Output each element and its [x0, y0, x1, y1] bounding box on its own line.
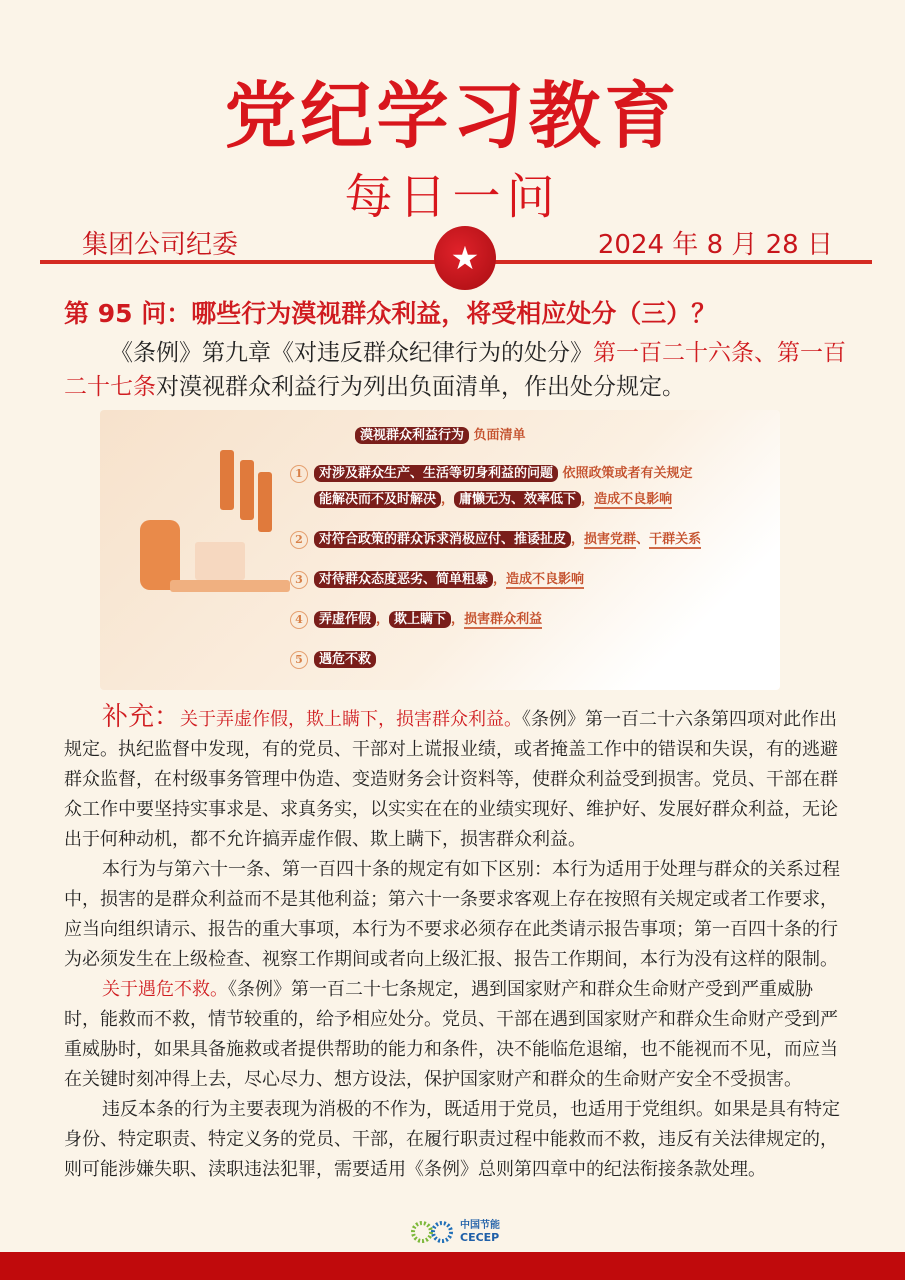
item-number: 2 [290, 531, 308, 549]
intro-paragraph [64, 336, 854, 404]
item-consequence: 损害党群 [584, 532, 637, 547]
item-number: 5 [290, 651, 308, 669]
list-heading: 负面清单 [473, 428, 526, 443]
item-text: 依照政策或者有关规定 [562, 466, 693, 481]
cecep-logo [410, 1220, 500, 1244]
list-heading-tag: 漠视群众利益行为 [355, 427, 469, 444]
item-number: 1 [290, 465, 308, 483]
item-number: 4 [290, 611, 308, 629]
paragraph-text: 《条例》第一百二十七条规定，遇到国家财产和群众生命财产受到严重威胁时，能救而不救，情节较重的，给予相应处分。党员、干部在遇到国家财产和群众生命财产受到严重威胁时，如果具备施救或者提供帮助的能力和条件，决不能临危退缩，也不能视而不见，而应当在关键时刻冲得上去，尽心尽力、想方设法，保护国家财产和群众的生命财产安全不受损害。 [64, 979, 838, 1090]
intro-text: 《条例》第九章《对违反群众纪律行为的处分》 [110, 340, 593, 366]
body-text [64, 702, 848, 1185]
paragraph-text: 《条例》第一百二十六条第四项对此作出规定。执纪监督中发现，有的党员、干部对上谎报业绩，或者掩盖工作中的错误和失误，有的逃避群众监督，在村级事务管理中伪造、变造财务会计资料等，使群众利益受到损害。党员、干部在群众工作中要坚持实事求是、求真务实，以实实在在的业绩实现好、维护好、发展好群众利益，无论出于何种动机，都不允许搞弄虚作假、欺上瞒下，损害群众利益。 [64, 709, 838, 850]
footer-bar [0, 1252, 905, 1280]
page-subtitle: 每日一问 [344, 169, 561, 225]
question-heading: 第 95 问：哪些行为漠视群众利益，将受相应处分（三）？ [64, 299, 717, 328]
item-number: 3 [290, 571, 308, 589]
desk [170, 580, 290, 592]
logo-icon [410, 1220, 454, 1244]
item-consequence: 损害群众利益 [464, 612, 543, 627]
organization: 集团公司纪委 [82, 230, 239, 260]
figure-person [220, 450, 234, 510]
paragraph: 本行为与第六十一条、第一百四十条的规定有如下区别：本行为适用于处理与群众的关系过程中，损害的是群众利益而不是其他利益；第六十一条要求客观上存在按照有关规定或者工作要求，应当向组织请示、报告的重大事项，本行为不要求必须存在此类请示报告事项；第一百四十条的行为必须发生在上级检查、视察工作期间或者向上级汇报、报告工作期间，本行为没有这样的限制。 [64, 859, 840, 970]
item-tag: 对待群众态度恶劣、简单粗暴 [314, 571, 493, 588]
date: 2024 年 8 月 28 日 [597, 230, 833, 260]
item-tag: 弄虚作假 [314, 611, 376, 628]
logo-text-cn: 中国节能 [460, 1220, 500, 1231]
illustration: 漠视群众利益行为 负面清单 1 对涉及群众生产、生活等切身利益的问题 依照政策或者有关规定 能解决而不及时解决 ， 庸懒无为、效率低下 ，造成不良影响 2 对符合政策的群众诉求消极应付、推诿扯皮 ，损害党群、干群关系 3 对待群众态度恶劣、简单粗暴 ，造成不良影响 4 弄虚作假 ， 欺上瞒下 ，损害群众利益 5 遇危不救 [100, 410, 780, 690]
figure-person [240, 460, 254, 520]
item-consequence: 干群关系 [649, 532, 702, 547]
intro-text: 对漠视群众利益行为列出负面清单，作出处分规定。 [156, 374, 685, 400]
paragraph [64, 702, 848, 855]
item-tag: 遇危不救 [314, 651, 376, 668]
intro-highlight: 第一百二十六条、第一百二十七条 [64, 340, 846, 400]
item-tag: 庸懒无为、效率低下 [454, 491, 581, 508]
item-consequence: 造成不良影响 [506, 572, 585, 587]
logo-text-en: CECEP [460, 1231, 500, 1244]
paragraph [64, 975, 848, 1095]
supplement-label: 补充： [102, 702, 181, 732]
item-tag: 欺上瞒下 [389, 611, 451, 628]
figure-person [258, 472, 272, 532]
paragraph-highlight: 关于遇危不救。 [102, 979, 228, 1000]
item-tag: 对符合政策的群众诉求消极应付、推诿扯皮 [314, 531, 571, 548]
paragraph: 违反本条的行为主要表现为消极的不作为，既适用于党员，也适用于党组织。如果是具有特定身份、特定职责、特定义务的党员、干部，在履行职责过程中能救而不救，违反有关法律规定的，则可能涉嫌失职、渎职违法犯罪，需要适用《条例》总则第四章中的纪法衔接条款处理。 [64, 1099, 840, 1180]
monitor [195, 542, 245, 580]
item-tag: 能解决而不及时解决 [314, 491, 441, 508]
item-consequence: 造成不良影响 [594, 492, 673, 507]
paragraph-highlight: 关于弄虚作假，欺上瞒下，损害群众利益。 [180, 709, 523, 730]
star-icon: ★ [434, 226, 496, 290]
item-tag: 对涉及群众生产、生活等切身利益的问题 [314, 465, 558, 482]
page-title: 党纪学习教育 [224, 74, 681, 158]
